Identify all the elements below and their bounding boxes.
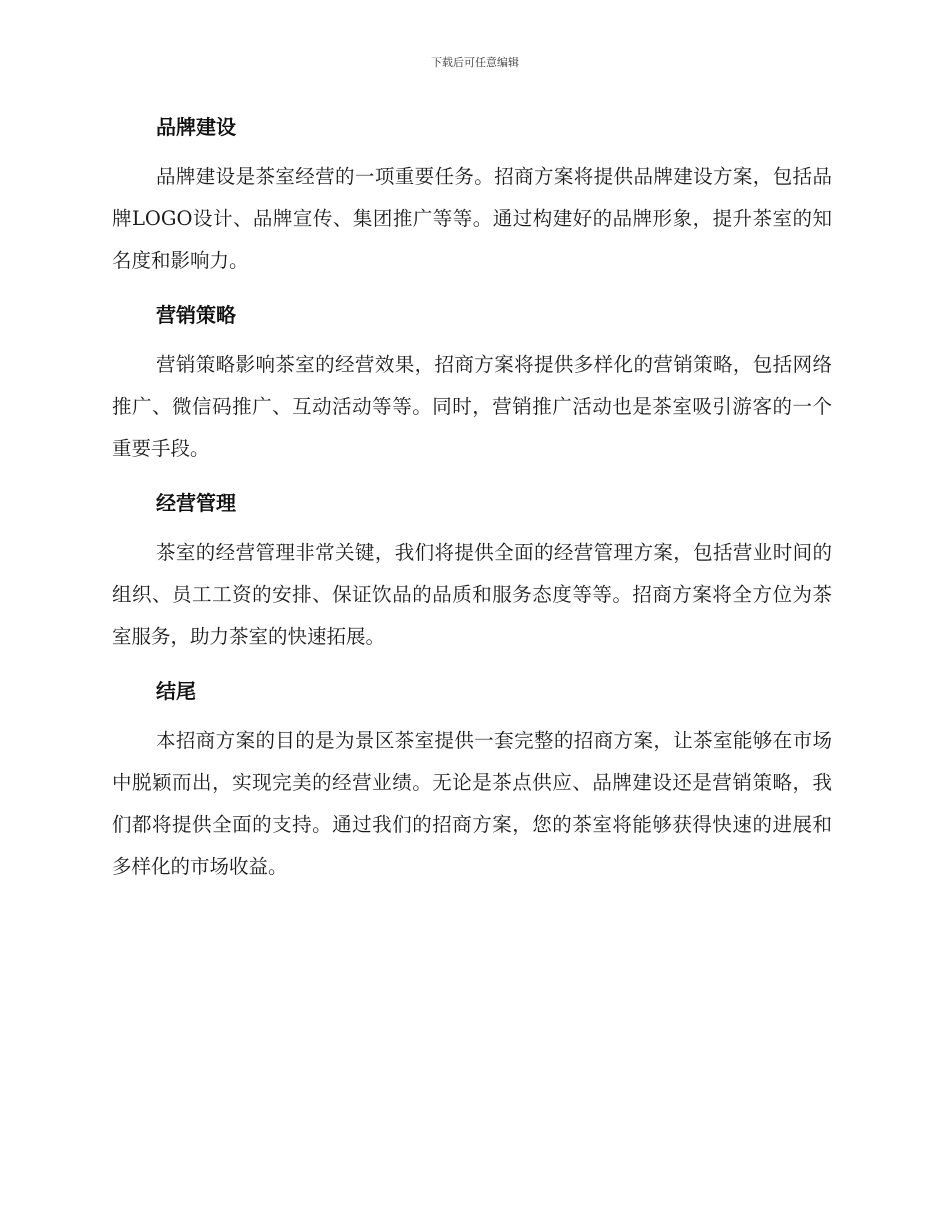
section-heading: 品牌建设 (156, 115, 236, 139)
section-paragraph: 营销策略影响茶室的经营效果，招商方案将提供多样化的营销策略，包括网络推广、微信码推广、互动活动等等。同时，营销推广活动也是茶室吸引游客的一个重要手段。 (112, 353, 832, 460)
section-paragraph: 本招商方案的目的是为景区茶室提供一套完整的招商方案，让茶室能够在市场中脱颖而出，实现完美的经营业绩。无论是茶点供应、品牌建设还是营销策略，我们都将提供全面的支持。通过我们的招商方案，您的茶室将能够获得快速的进展和多样化的市场收益。 (112, 729, 832, 878)
header-note: 下载后可任意编辑 (431, 56, 519, 69)
section-heading: 经营管理 (156, 491, 236, 515)
section-paragraph: 茶室的经营管理非常关键，我们将提供全面的经营管理方案，包括营业时间的组织、员工工资的安排、保证饮品的品质和服务态度等等。招商方案将全方位为茶室服务，助力茶室的快速拓展。 (112, 541, 832, 648)
section-operations-management (112, 484, 832, 658)
section-marketing-strategy (112, 296, 832, 470)
section-heading: 营销策略 (156, 303, 236, 327)
section-brand-building (112, 108, 832, 282)
document-body (112, 108, 832, 902)
section-heading: 结尾 (156, 679, 196, 703)
section-paragraph: 品牌建设是茶室经营的一项重要任务。招商方案将提供品牌建设方案，包括品牌LOGO设计、品牌宣传、集团推广等等。通过构建好的品牌形象，提升茶室的知名度和影响力。 (112, 165, 832, 272)
section-conclusion (112, 672, 832, 888)
